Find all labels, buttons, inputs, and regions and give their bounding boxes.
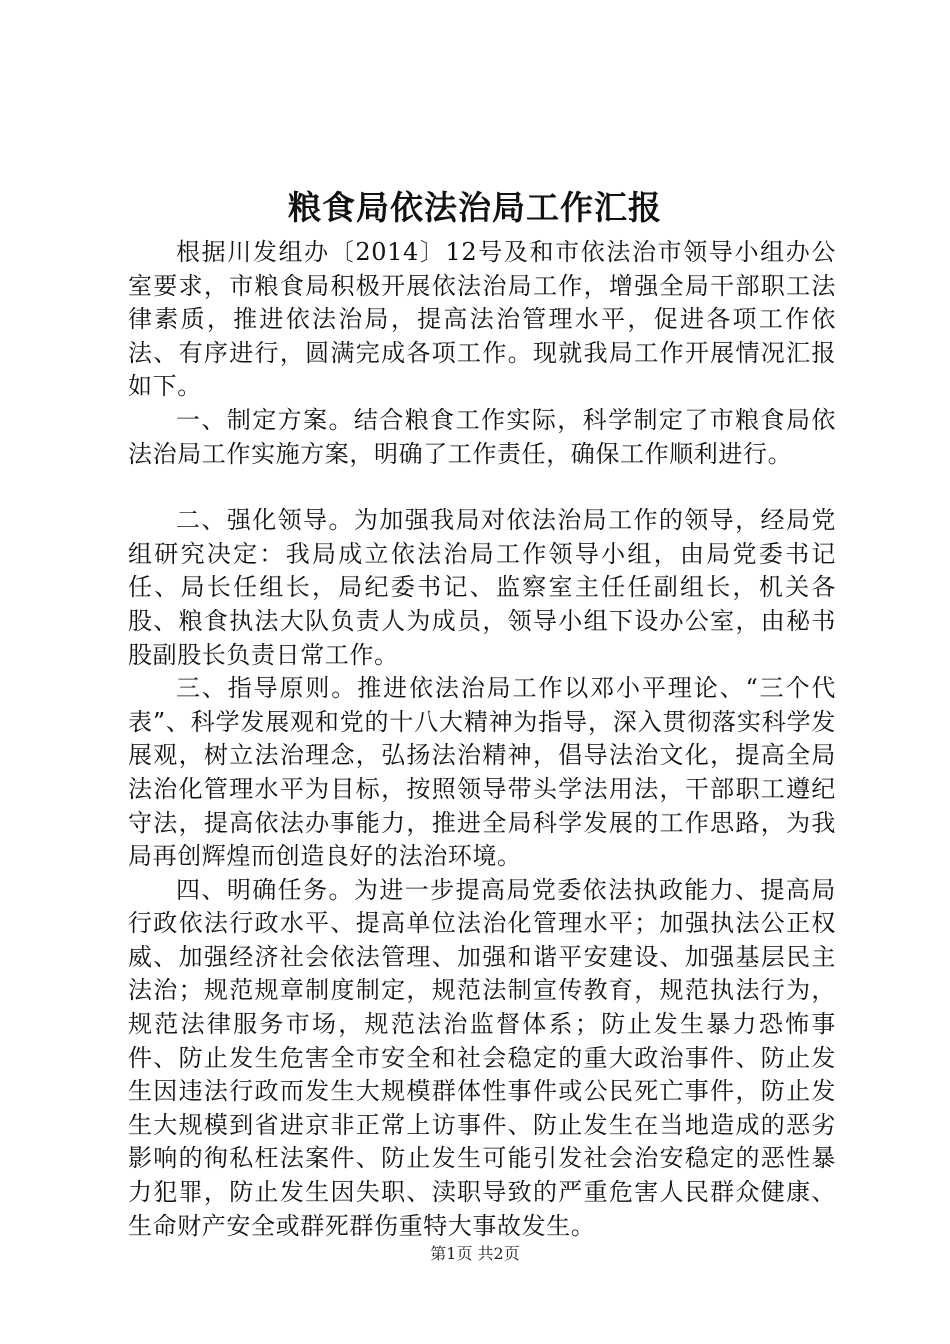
paragraph-section-3: 三、指导原则。推进依法治局工作以邓小平理论、“三个代表”、科学发展观和党的十八大精神为指导，深入贯彻落实科学发展观，树立法治理念，弘扬法治精神，倡导法治文化，提高全局法治化管理水平为目标，按照领导带头学法用法，干部职工遵纪守法，提高依法办事能力，推进全局科学发展的工作思路，为我局再创辉煌而创造良好的法治环境。	[128, 674, 836, 871]
document-title: 粮食局依法治局工作汇报	[288, 188, 662, 227]
paragraph-section-2: 二、强化领导。为加强我局对依法治局工作的领导，经局党组研究决定：我局成立依法治局工作领导小组，由局党委书记任、局长任组长，局纪委书记、监察室主任任副组长，机关各股、粮食执法大队负责人为成员，领导小组下设办公室，由秘书股副股长负责日常工作。	[128, 506, 836, 669]
paragraph-section-1: 一、制定方案。结合粮食工作实际，科学制定了市粮食局依法治局工作实施方案，明确了工作责任，确保工作顺利进行。	[128, 405, 836, 468]
paragraph-section-4: 四、明确任务。为进一步提高局党委依法执政能力、提高局行政依法行政水平、提高单位法治化管理水平；加强执法公正权威、加强经济社会依法管理、加强和谐平安建设、加强基层民主法治；规范规章制度制定，规范法制宣传教育，规范执法行为，规范法律服务市场，规范法治监督体系；防止发生暴力恐怖事件、防止发生危害全市安全和社会稳定的重大政治事件、防止发生因违法行政而发生大规模群体性事件或公民死亡事件，防止发生大规模到省进京非正常上访事件、防止发生在当地造成的恶劣影响的徇私枉法案件、防止发生可能引发社会治安稳定的恶性暴力犯罪，防止发生因失职、渎职导致的严重危害人民群众健康、生命财产安全或群死群伤重特大事故发生。	[128, 875, 836, 1240]
document-body	[128, 236, 836, 1243]
page-footer: 第1页 共2页	[430, 1244, 520, 1263]
paragraph-intro: 根据川发组办〔2014〕12号及和市依法治市领导小组办公室要求，市粮食局积极开展依法治局工作，增强全局干部职工法律素质，推进依法治局，提高法治管理水平，促进各项工作依法、有序进行，圆满完成各项工作。现就我局工作开展情况汇报如下。	[128, 238, 836, 401]
